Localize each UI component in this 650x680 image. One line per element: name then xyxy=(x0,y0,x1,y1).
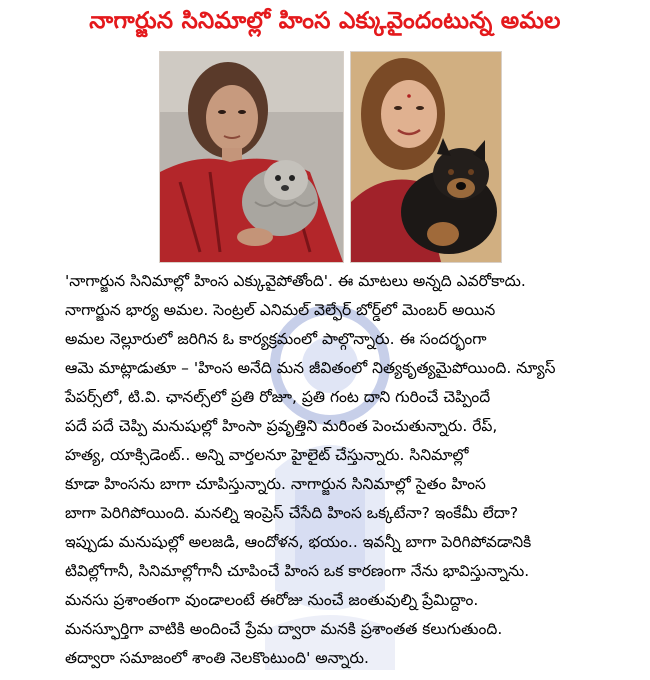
article-line: నాగార్జున భార్య అమల. సెంట్రల్ ఎనిమల్ వెల్ఫేర్ బోర్డ్‌లో మెంబర్ అయిన xyxy=(65,301,496,319)
article-line: అమల నెల్లూరులో జరిగిన ఓ కార్యక్రమంలో పాల్గొన్నారు. ఈ సందర్భంగా xyxy=(65,330,487,348)
headline: నాగార్జున సినిమాల్లో హింస ఎక్కువైందంటున్న అమల xyxy=(89,8,561,34)
article-line: ఇప్పుడు మనుషుల్లో అలజడి, ఆందోళన, భయం.. ఇవన్నీ బాగా పెరిగిపోవడానికి xyxy=(65,533,532,551)
article-line: పదే పదే చెప్పి మనుషుల్లో హింసా ప్రవృత్తిని మరింత పెంచుతున్నారు. రేప్, xyxy=(65,417,498,435)
article-line: మనసు ప్రశాంతంగా వుండాలంటే ఈరోజు నుంచే జంతువుల్ని ప్రేమిద్దాం. xyxy=(65,591,479,609)
article-line: హత్య, యాక్సిడెంట్.. అన్ని వార్తలనూ హైలైట్ చేస్తున్నారు. సినిమాల్లో xyxy=(65,446,469,464)
article-line: మనస్ఫూర్తిగా వాటికి అందించే ప్రేమ ద్వారా మనకి ప్రశాంతత కలుగుతుంది. xyxy=(65,620,503,638)
article-line: బాగా పెరిగిపోయింది. మనల్ని ఇంప్రెస్ చేసేది హింస ఒక్కటేనా? ఇంకేమీ లేదా? xyxy=(65,504,519,522)
article-line: 'నాగార్జున సినిమాల్లో హింస ఎక్కువైపోతోంది'. ఈ మాటలు అన్నది ఎవరోకాదు. xyxy=(65,272,526,290)
article-line: ఆమె మాట్లాడుతూ – 'హింస అనేది మన జీవితంలో నిత్యకృత్యమైపోయింది. న్యూస్ xyxy=(65,359,556,377)
article-line: పేపర్స్‌లో, టి.వి. ఛానల్స్‌లో ప్రతి రోజూ, ప్రతి గంట దాని గురించే చెప్పిందే xyxy=(65,388,491,406)
article-line: టివిల్లోగానీ, సినిమాల్లోగానీ చూపించే హింస ఒక కారణంగా నేను భావిస్తున్నాను. xyxy=(65,562,530,580)
article-line: తద్వారా సమాజంలో శాంతి నెలకొంటుంది' అన్నారు. xyxy=(65,649,369,667)
article-line: కూడా హింసను బాగా చూపిస్తున్నారు. నాగార్జున సినిమాల్లో సైతం హింస xyxy=(65,475,486,493)
